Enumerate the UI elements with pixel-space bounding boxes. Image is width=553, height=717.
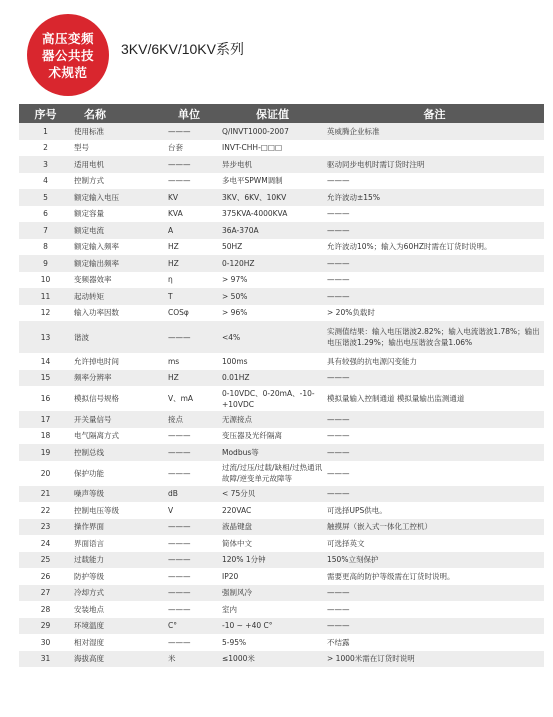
column-header-name: 名称 [72,104,166,123]
table-row [19,140,544,157]
table-row [19,502,544,519]
cell-name: 控制方式 [72,173,166,190]
cell-name: 额定输入电压 [72,189,166,206]
cell-unit: ——— [166,535,220,552]
badge-line-2: 器公共技 [41,47,94,63]
cell-remark: ——— [325,461,544,486]
cell-no: 3 [19,156,72,173]
table-row [19,353,544,370]
cell-remark: 驱动同步电机时需订货时注明 [325,156,544,173]
cell-remark: ——— [325,428,544,445]
cell-no: 16 [19,386,72,411]
table-row [19,601,544,618]
table-row [19,461,544,486]
cell-value: 0.01HZ [220,370,325,387]
cell-no: 15 [19,370,72,387]
cell-unit: ——— [166,585,220,602]
cell-value: 强制风冷 [220,585,325,602]
cell-unit: HZ [166,370,220,387]
cell-no: 13 [19,321,72,353]
cell-unit: ——— [166,173,220,190]
cell-no: 24 [19,535,72,552]
cell-remark [325,140,544,157]
cell-value: 多电平SPWM调制 [220,173,325,190]
cell-name: 型号 [72,140,166,157]
cell-name: 起动转矩 [72,288,166,305]
cell-no: 29 [19,618,72,635]
table-row [19,428,544,445]
table-row [19,585,544,602]
cell-unit: KV [166,189,220,206]
cell-unit: V、mA [166,386,220,411]
table-row [19,370,544,387]
cell-unit: V [166,502,220,519]
table-row [19,156,544,173]
table-row [19,123,544,140]
cell-no: 20 [19,461,72,486]
cell-name: 变频器效率 [72,272,166,289]
table-body [19,123,544,667]
cell-remark: ——— [325,255,544,272]
cell-remark: ——— [325,272,544,289]
cell-name: 电气隔离方式 [72,428,166,445]
cell-name: 安装地点 [72,601,166,618]
cell-value: 变压器及光纤隔离 [220,428,325,445]
cell-no: 4 [19,173,72,190]
cell-value: -10 ~ +40 C° [220,618,325,635]
cell-value: 3KV、6KV、10KV [220,189,325,206]
spec-table [19,104,544,667]
cell-value: > 97% [220,272,325,289]
cell-no: 19 [19,444,72,461]
cell-remark: ——— [325,411,544,428]
cell-value: 36A-370A [220,222,325,239]
cell-no: 28 [19,601,72,618]
cell-name: 环境温度 [72,618,166,635]
cell-unit: HZ [166,239,220,256]
cell-no: 1 [19,123,72,140]
cell-no: 14 [19,353,72,370]
cell-name: 过载能力 [72,552,166,569]
table-row [19,173,544,190]
cell-value: 异步电机 [220,156,325,173]
cell-remark: ——— [325,585,544,602]
cell-no: 8 [19,239,72,256]
table-row [19,618,544,635]
cell-name: 适用电机 [72,156,166,173]
column-header-value: 保证值 [220,104,325,123]
cell-name: 海拔高度 [72,651,166,668]
cell-no: 10 [19,272,72,289]
cell-remark: ——— [325,618,544,635]
cell-unit: ——— [166,428,220,445]
cell-no: 30 [19,634,72,651]
title-badge [27,14,109,96]
cell-value: ≤1000米 [220,651,325,668]
badge-line-1: 高压变频 [41,30,94,46]
cell-remark: 150%立刻保护 [325,552,544,569]
cell-name: 噪声等级 [72,486,166,503]
table-row [19,206,544,223]
cell-unit: T [166,288,220,305]
cell-name: 控制电压等级 [72,502,166,519]
cell-value: 室内 [220,601,325,618]
cell-unit: COSφ [166,305,220,322]
cell-value: 0-10VDC、0-20mA、-10-+10VDC [220,386,325,411]
cell-value: 50HZ [220,239,325,256]
table-row [19,651,544,668]
cell-no: 21 [19,486,72,503]
cell-no: 17 [19,411,72,428]
cell-no: 31 [19,651,72,668]
cell-remark: > 1000米需在订货时说明 [325,651,544,668]
cell-value: 5-95% [220,634,325,651]
cell-value: 无源接点 [220,411,325,428]
table-row [19,535,544,552]
cell-unit: ——— [166,568,220,585]
cell-remark: ——— [325,222,544,239]
cell-remark: 英威腾企业标准 [325,123,544,140]
table-row [19,486,544,503]
cell-value: 375KVA-4000KVA [220,206,325,223]
cell-unit: ——— [166,552,220,569]
table-row [19,272,544,289]
cell-name: 模拟信号规格 [72,386,166,411]
cell-name: 开关量信号 [72,411,166,428]
cell-unit: ——— [166,321,220,353]
table-row [19,444,544,461]
table-row [19,321,544,353]
cell-remark: ——— [325,486,544,503]
cell-remark: 具有较强的抗电源闪变能力 [325,353,544,370]
cell-no: 5 [19,189,72,206]
cell-unit: ——— [166,156,220,173]
cell-remark: 允许波动±15% [325,189,544,206]
cell-remark: ——— [325,370,544,387]
cell-name: 谐波 [72,321,166,353]
cell-unit: A [166,222,220,239]
cell-name: 额定输出频率 [72,255,166,272]
cell-unit: ——— [166,123,220,140]
cell-name: 额定输入频率 [72,239,166,256]
column-header-no: 序号 [19,104,72,123]
cell-no: 22 [19,502,72,519]
cell-remark: 触摸屏（嵌入式一体化工控机） [325,519,544,536]
cell-unit: η [166,272,220,289]
cell-unit: dB [166,486,220,503]
cell-value: 120% 1分钟 [220,552,325,569]
cell-value: 过流/过压/过载/缺相/过热通讯故障/逆变单元故障等 [220,461,325,486]
table-row [19,305,544,322]
table-row [19,239,544,256]
cell-remark: > 20%负载时 [325,305,544,322]
spec-table-wrapper [19,104,544,667]
cell-name: 防护等级 [72,568,166,585]
cell-unit: C° [166,618,220,635]
cell-no: 7 [19,222,72,239]
cell-no: 25 [19,552,72,569]
cell-no: 18 [19,428,72,445]
cell-no: 2 [19,140,72,157]
cell-remark: ——— [325,206,544,223]
cell-no: 27 [19,585,72,602]
cell-name: 控制总线 [72,444,166,461]
cell-no: 23 [19,519,72,536]
cell-value: > 50% [220,288,325,305]
cell-remark: 可选择英文 [325,535,544,552]
cell-remark: 可选择UPS供电。 [325,502,544,519]
cell-no: 6 [19,206,72,223]
cell-value: 0-120HZ [220,255,325,272]
column-header-unit: 单位 [166,104,220,123]
cell-name: 额定容量 [72,206,166,223]
cell-value: Modbus等 [220,444,325,461]
cell-value: INVT-CHH-□□□ [220,140,325,157]
badge-line-3: 术规范 [48,64,88,80]
cell-unit: 米 [166,651,220,668]
table-row [19,189,544,206]
cell-remark: 需要更高的防护等级需在订货时说明。 [325,568,544,585]
cell-name: 保护功能 [72,461,166,486]
cell-remark: ——— [325,444,544,461]
table-row [19,634,544,651]
cell-name: 额定电流 [72,222,166,239]
cell-value: > 96% [220,305,325,322]
column-header-remark: 备注 [325,104,544,123]
cell-value: <4% [220,321,325,353]
cell-no: 11 [19,288,72,305]
cell-value: 220VAC [220,502,325,519]
cell-unit: ——— [166,601,220,618]
table-row [19,386,544,411]
cell-value: IP20 [220,568,325,585]
cell-value: 液晶键盘 [220,519,325,536]
cell-name: 冷却方式 [72,585,166,602]
cell-name: 操作界面 [72,519,166,536]
cell-name: 相对湿度 [72,634,166,651]
cell-name: 频率分辨率 [72,370,166,387]
cell-remark: ——— [325,288,544,305]
cell-unit: ——— [166,461,220,486]
cell-unit: ms [166,353,220,370]
cell-unit: HZ [166,255,220,272]
table-row [19,568,544,585]
table-row [19,222,544,239]
cell-name: 使用标准 [72,123,166,140]
series-title: 3KV/6KV/10KV系列 [121,41,244,57]
cell-unit: ——— [166,444,220,461]
cell-name: 允许掉电时间 [72,353,166,370]
cell-remark: 实测值结果：输入电压谐波2.82%；输入电流谐波1.78%；输出电压谐波1.29%；输出电压谐波含量1.06% [325,321,544,353]
table-row [19,519,544,536]
cell-no: 9 [19,255,72,272]
cell-remark: 允许波动10%；输入为60HZ时需在订货时说明。 [325,239,544,256]
cell-unit: 接点 [166,411,220,428]
cell-no: 12 [19,305,72,322]
cell-unit: ——— [166,634,220,651]
table-row [19,255,544,272]
cell-value: 100ms [220,353,325,370]
cell-remark: ——— [325,173,544,190]
cell-value: Q/INVT1000-2007 [220,123,325,140]
cell-unit: ——— [166,519,220,536]
cell-name: 输入功率因数 [72,305,166,322]
table-header-row [19,104,544,123]
cell-no: 26 [19,568,72,585]
table-row [19,411,544,428]
cell-unit: KVA [166,206,220,223]
cell-remark: 模拟量输入控制通道 模拟量输出监测通道 [325,386,544,411]
cell-unit: 台套 [166,140,220,157]
cell-name: 界面语言 [72,535,166,552]
cell-remark: 不结露 [325,634,544,651]
table-row [19,552,544,569]
cell-remark: ——— [325,601,544,618]
cell-value: < 75分贝 [220,486,325,503]
table-row [19,288,544,305]
cell-value: 简体中文 [220,535,325,552]
